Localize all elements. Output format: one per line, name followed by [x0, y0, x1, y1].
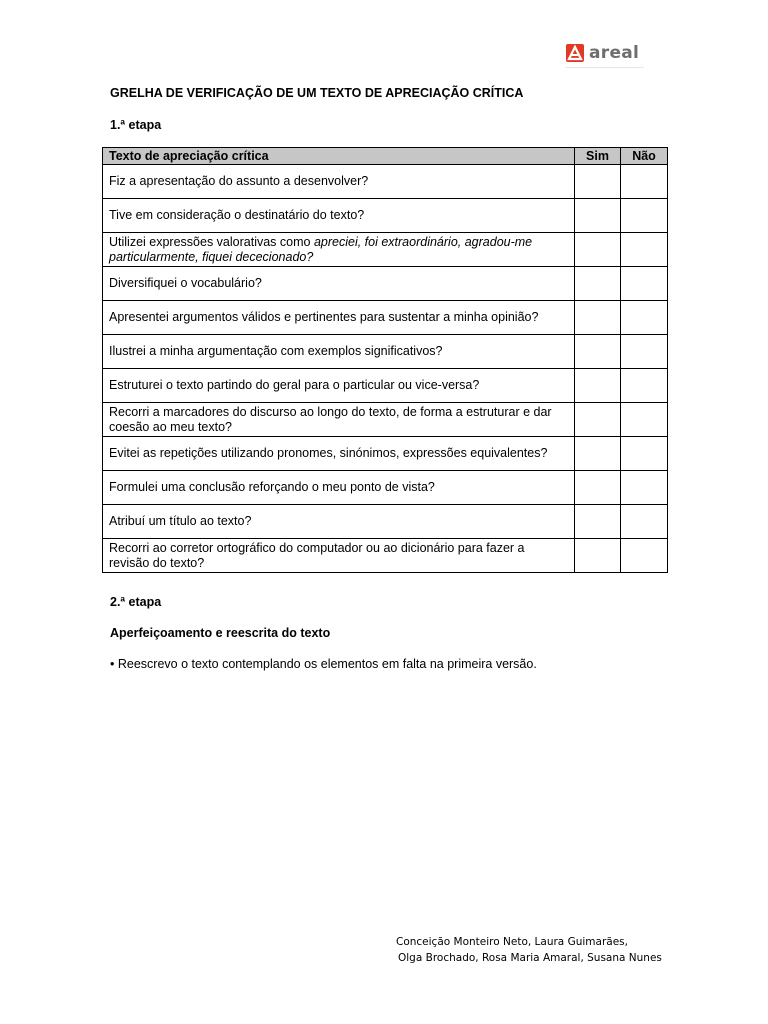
table-row [103, 301, 668, 335]
question-text: Recorri a marcadores do discurso ao longo do texto, de forma a estruturar e dar coesão ao meu texto? [109, 404, 552, 434]
logo-divider [566, 67, 644, 68]
yes-checkbox-cell[interactable] [575, 437, 621, 471]
question-cell [103, 403, 575, 437]
yes-checkbox-cell[interactable] [575, 335, 621, 369]
question-text: Ilustrei a minha argumentação com exemplos significativos? [109, 344, 443, 358]
publisher-logo [566, 42, 639, 64]
question-text: Estruturei o texto partindo do geral para o particular ou vice-versa? [109, 378, 480, 392]
table-header-row [103, 148, 668, 165]
checklist-table [102, 147, 668, 573]
yes-checkbox-cell[interactable] [575, 403, 621, 437]
question-text: Tive em consideração o destinatário do texto? [109, 208, 365, 222]
question-text: Apresentei argumentos válidos e pertinentes para sustentar a minha opinião? [109, 310, 539, 324]
table-row [103, 403, 668, 437]
no-checkbox-cell[interactable] [621, 505, 668, 539]
no-checkbox-cell[interactable] [621, 471, 668, 505]
no-checkbox-cell[interactable] [621, 267, 668, 301]
no-checkbox-cell[interactable] [621, 165, 668, 199]
table-row [103, 199, 668, 233]
yes-checkbox-cell[interactable] [575, 369, 621, 403]
table-row [103, 335, 668, 369]
question-text: Diversifiquei o vocabulário? [109, 276, 262, 290]
question-cell [103, 437, 575, 471]
no-checkbox-cell[interactable] [621, 539, 668, 573]
authors-credit [396, 934, 662, 966]
yes-checkbox-cell[interactable] [575, 199, 621, 233]
authors-line-1: Conceição Monteiro Neto, Laura Guimarães, [396, 936, 628, 948]
table-row [103, 539, 668, 573]
table-row [103, 165, 668, 199]
yes-checkbox-cell[interactable] [575, 233, 621, 267]
no-checkbox-cell[interactable] [621, 199, 668, 233]
question-cell [103, 539, 575, 573]
logo-wordmark: areal [589, 43, 640, 63]
question-cell [103, 199, 575, 233]
table-row [103, 233, 668, 267]
question-cell [103, 301, 575, 335]
authors-line-2: Olga Brochado, Rosa Maria Amaral, Susana Nunes [398, 952, 662, 964]
table-row [103, 267, 668, 301]
question-cell [103, 233, 575, 267]
question-cell [103, 335, 575, 369]
question-text: Recorri ao corretor ortográfico do computador ou ao dicionário para fazer a revisão do texto? [109, 540, 525, 570]
no-checkbox-cell[interactable] [621, 369, 668, 403]
no-checkbox-cell[interactable] [621, 301, 668, 335]
question-cell [103, 369, 575, 403]
no-checkbox-cell[interactable] [621, 437, 668, 471]
no-checkbox-cell[interactable] [621, 335, 668, 369]
yes-checkbox-cell[interactable] [575, 267, 621, 301]
document-title: GRELHA DE VERIFICAÇÃO DE UM TEXTO DE APRECIAÇÃO CRÍTICA [110, 86, 524, 100]
question-cell [103, 505, 575, 539]
stage-2-instruction: • Reescrevo o texto contemplando os elementos em falta na primeira versão. [110, 657, 537, 671]
table-row [103, 505, 668, 539]
stage-2-heading: 2.ª etapa [110, 595, 162, 609]
checklist-body [103, 165, 668, 573]
no-checkbox-cell[interactable] [621, 233, 668, 267]
yes-checkbox-cell[interactable] [575, 301, 621, 335]
table-row [103, 369, 668, 403]
question-cell [103, 165, 575, 199]
areal-logo-icon [566, 44, 584, 62]
question-example-text: apreciei, foi extraordinário, agradou-me particularmente, fiquei dececionado? [109, 234, 533, 264]
stage-1-heading: 1.ª etapa [110, 118, 162, 132]
yes-checkbox-cell[interactable] [575, 165, 621, 199]
question-text: Utilizei expressões valorativas como [109, 234, 314, 249]
question-text: Formulei uma conclusão reforçando o meu ponto de vista? [109, 480, 435, 494]
question-text: Evitei as repetições utilizando pronomes, sinónimos, expressões equivalentes? [109, 446, 548, 460]
column-header-no: Não [621, 148, 668, 165]
question-text: Fiz a apresentação do assunto a desenvolver? [109, 174, 369, 188]
column-header-yes: Sim [575, 148, 621, 165]
column-header-question: Texto de apreciação crítica [103, 148, 575, 165]
yes-checkbox-cell[interactable] [575, 505, 621, 539]
yes-checkbox-cell[interactable] [575, 539, 621, 573]
table-row [103, 471, 668, 505]
yes-checkbox-cell[interactable] [575, 471, 621, 505]
stage-2-subheading: Aperfeiçoamento e reescrita do texto [110, 626, 331, 640]
no-checkbox-cell[interactable] [621, 403, 668, 437]
question-cell [103, 471, 575, 505]
question-text: Atribuí um título ao texto? [109, 514, 252, 528]
table-row [103, 437, 668, 471]
question-cell [103, 267, 575, 301]
